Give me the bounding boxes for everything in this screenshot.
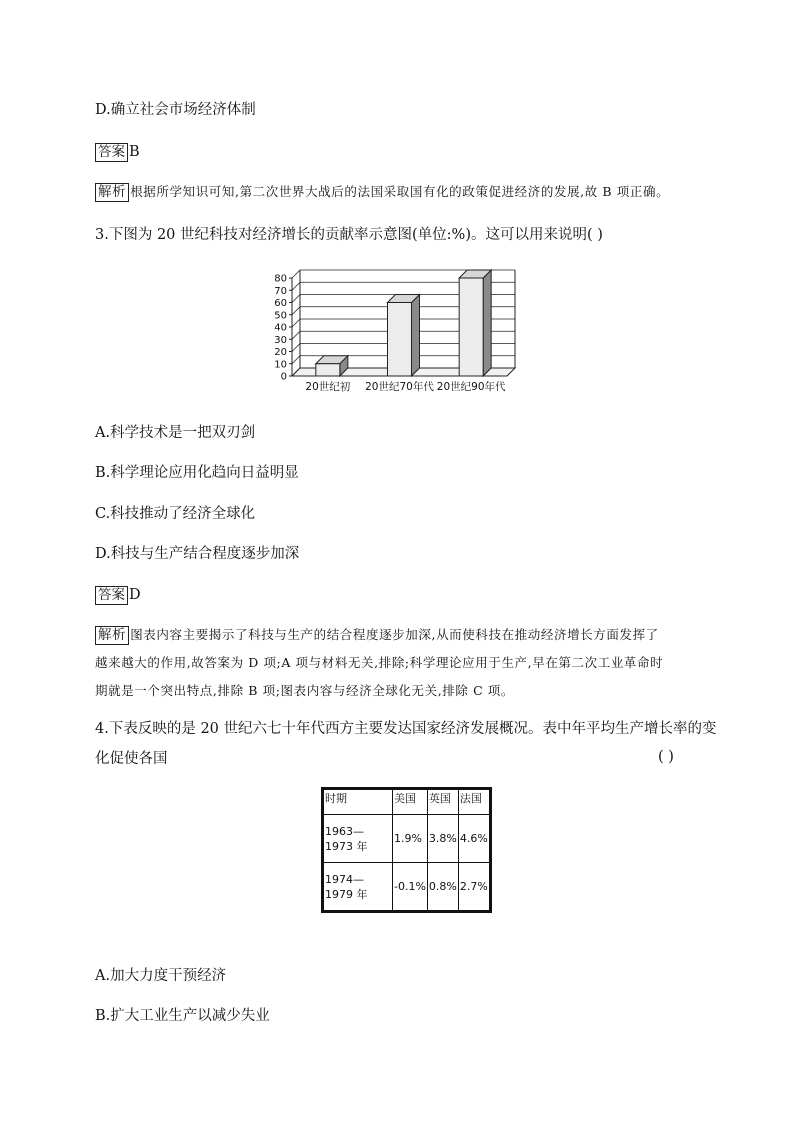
q4-data-table	[321, 787, 492, 913]
table-cell: 0.8%	[427, 863, 458, 912]
bar	[388, 303, 412, 377]
y-tick-label: 20	[274, 347, 287, 358]
table-cell: 1963—1973 年	[323, 815, 393, 863]
table-header-cell: 时期	[323, 789, 393, 815]
q4-stem-line1: 4.下表反映的是 20 世纪六七十年代西方主要发达国家经济发展概况。表中年平均生产增长率的变	[95, 721, 717, 737]
y-tick-label: 40	[274, 322, 287, 334]
table-header-cell: 美国	[393, 789, 428, 815]
y-tick-label: 10	[274, 359, 287, 371]
analysis-tag: 解析	[95, 626, 129, 645]
q3-stem: 3.下图为 20 世纪科技对经济增长的贡献率示意图(单位:%)。这可以用来说明( )	[95, 227, 603, 243]
gridline-connector	[292, 356, 300, 364]
y-tick-label: 50	[274, 310, 287, 322]
q3-analysis-line: 期就是一个突出特点,排除 B 项;图表内容与经济全球化无关,排除 C 项。	[95, 683, 515, 698]
q4-option-b: B.扩大工业生产以减少失业	[95, 1008, 270, 1024]
y-tick-label: 30	[274, 334, 287, 346]
answer-tag: 答案	[95, 143, 128, 162]
x-tick-label: 20世纪初	[305, 381, 351, 393]
q4-answer-paren: ( )	[658, 749, 674, 765]
table-cell: -0.1%	[393, 863, 428, 912]
gridline-connector	[292, 295, 300, 303]
analysis-tag: 解析	[95, 183, 129, 202]
q3-option-b: B.科学理论应用化趋向日益明显	[95, 465, 299, 481]
bar	[459, 278, 483, 376]
q2-analysis-line	[95, 182, 669, 202]
gridline-connector	[292, 270, 300, 278]
y-tick-label: 70	[274, 285, 287, 297]
gridline-connector	[292, 344, 300, 352]
q3-option-a: A.科学技术是一把双刃剑	[95, 425, 256, 441]
q3-answer-line	[95, 585, 141, 605]
y-tick-label: 60	[274, 298, 287, 309]
table-row	[323, 863, 491, 912]
table-header-cell: 英国	[427, 789, 458, 815]
contribution-bar-chart	[262, 266, 522, 396]
q3-analysis	[95, 621, 695, 705]
table-header-cell: 法国	[458, 789, 490, 815]
bar-side	[483, 270, 491, 376]
y-tick-label: 0	[280, 371, 287, 383]
y-tick-label: 80	[274, 273, 287, 285]
q4-stem-line2: 化促使各国	[95, 751, 168, 767]
table-cell: 1974—1979 年	[323, 863, 393, 912]
q2-answer-line	[95, 142, 140, 162]
answer-tag: 答案	[95, 586, 128, 605]
gridline-connector	[292, 319, 300, 327]
q2-analysis: 根据所学知识可知,第二次世界大战后的法国采取国有化的政策促进经济的发展,故 B 项正确。	[130, 184, 670, 199]
x-tick-label: 20世纪70年代	[365, 381, 434, 393]
gridline-connector	[292, 282, 300, 290]
bar-side	[412, 295, 420, 377]
q3-analysis-line: 解析 图表内容主要揭示了科技与生产的结合程度逐步加深,从而使科技在推动经济增长方面发挥了	[95, 621, 695, 649]
gridline-connector	[292, 307, 300, 315]
x-tick-label: 20世纪90年代	[436, 381, 506, 393]
table-cell: 3.8%	[427, 815, 458, 863]
q3-option-d: D.科技与生产结合程度逐步加深	[95, 546, 300, 562]
q3-option-c: C.科技推动了经济全球化	[95, 506, 256, 522]
q4-option-a: A.加大力度干预经济	[95, 968, 227, 984]
q3-answer: D	[129, 587, 141, 603]
bar	[316, 364, 340, 376]
table-header-row	[323, 789, 491, 815]
table-row	[323, 815, 491, 863]
gridline-connector	[292, 331, 300, 339]
table-cell: 4.6%	[458, 815, 490, 863]
q2-answer: B	[129, 144, 140, 160]
q2-option-d: D.确立社会市场经济体制	[95, 102, 256, 118]
table-cell: 2.7%	[458, 863, 490, 912]
q3-analysis-line: 越来越大的作用,故答案为 D 项;A 项与材料无关,排除;科学理论应用于生产,早在第二次工业革命时	[95, 655, 664, 670]
table-cell: 1.9%	[393, 815, 428, 863]
